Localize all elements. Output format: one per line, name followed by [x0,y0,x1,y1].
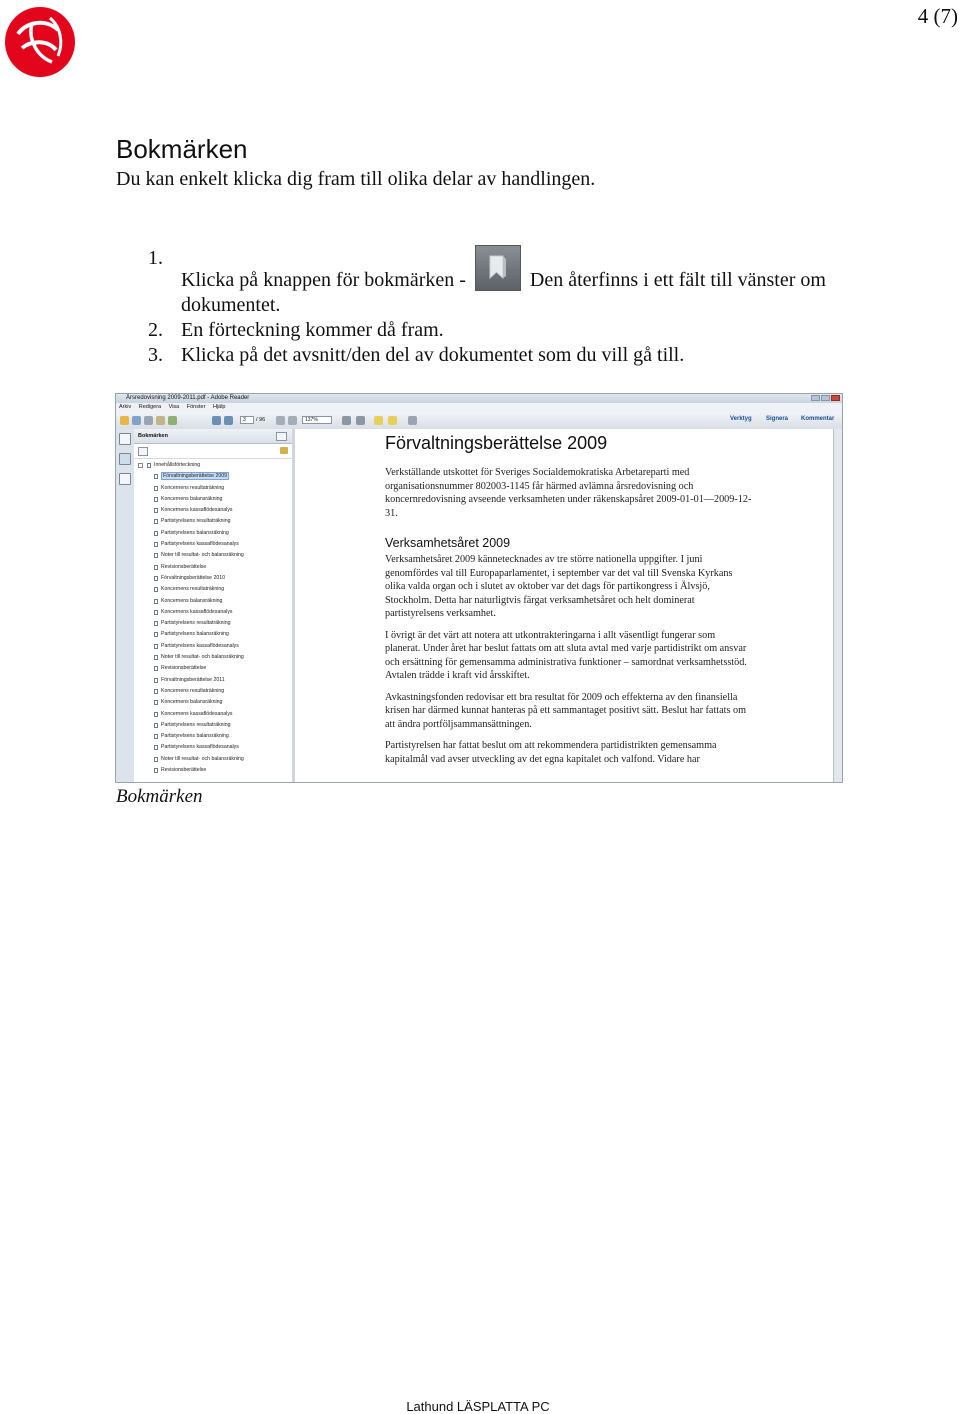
page-total: / 96 [256,417,266,423]
step-number: 3. [148,344,163,366]
bookmark-label: Innehållsförteckning [154,462,201,468]
step-text-cont: Den återfinns i ett fält till vänster om dokumentet. [181,269,826,316]
bookmark-icon [154,745,158,750]
bookmark-icon [154,655,158,660]
rose-logo-icon [2,4,78,80]
bookmark-icon [154,723,158,728]
vertical-scrollbar[interactable] [833,429,842,782]
bookmark-item[interactable] [134,539,292,550]
reader-screenshot [115,393,843,783]
bookmark-icon [154,486,158,491]
bookmark-item[interactable] [134,675,292,686]
bookmark-icon [154,519,158,524]
print-icon[interactable] [144,416,153,425]
menu-item-arkiv[interactable]: Arkiv [119,404,132,410]
bookmarks-icon[interactable] [119,453,131,465]
bookmark-icon [154,689,158,694]
bookmark-item[interactable] [134,629,292,640]
bookmark-icon [154,565,158,570]
bookmark-label: Noter till resultat- och balansräkning [161,654,244,661]
step-text: En förteckning kommer då fram. [181,319,444,341]
bookmark-item[interactable] [134,641,292,652]
footer [0,1399,960,1414]
zoom-in-icon[interactable] [288,416,297,425]
instruction-list [148,246,848,368]
mail-icon[interactable] [156,416,165,425]
bookmark-icon [154,542,158,547]
footer-text: Lathund LÄSPLATTA PC [406,1399,550,1414]
figure-caption: Bokmärken [116,786,203,807]
prev-page-icon[interactable] [212,416,221,425]
step-text: Klicka på det avsnitt/den del av dokumentet som du vill gå till. [181,344,685,366]
bookmark-item[interactable] [134,765,292,776]
bookmarks-tools [134,444,292,459]
attachment-icon[interactable] [119,473,131,485]
sign-button[interactable]: Signera [766,416,789,422]
bookmark-button-icon [475,245,521,291]
bookmark-label: Noter till resultat- och balansräkning [161,552,244,559]
menu-bar [116,403,842,412]
bookmark-item[interactable] [134,720,292,731]
bookmark-item[interactable] [134,731,292,742]
bookmark-item[interactable] [134,550,292,561]
bookmark-item[interactable] [134,471,292,482]
section-heading: Bokmärken [116,134,248,164]
bookmark-icon [154,621,158,626]
document-paragraph: Partistyrelsen har fattat beslut om att rekommendera partidistrikten gemensamma kapitalmål vad avser utveckling av det egna kapitalet och valfond. Vidare har [385,740,717,765]
page-number: 4 (7) [917,4,958,28]
bookmarks-panel-title: Bokmärken [138,433,168,439]
bookmark-item[interactable] [134,607,292,618]
bookmark-icon [154,712,158,717]
maximize-icon[interactable] [821,395,830,401]
document-page [295,429,838,782]
bookmark-label: Koncernens resultaträkning [161,484,225,491]
fit-page-icon[interactable] [342,416,351,425]
collapse-panel-icon[interactable] [276,432,287,441]
bookmark-icon [154,734,158,739]
bookmarks-panel-header [134,429,292,444]
bookmark-item[interactable] [134,516,292,527]
bookmark-label: Partistyrelsens kassaflödesanalys [161,541,239,548]
bookmark-icon [154,599,158,604]
options-menu-icon[interactable] [138,447,148,456]
bookmark-label: Partistyrelsens resultaträkning [161,518,231,525]
bookmark-item[interactable] [134,528,292,539]
bookmark-label: Koncernens kassaflödesanalys [161,507,233,514]
save-icon[interactable] [132,416,141,425]
bookmark-item[interactable] [134,573,292,584]
bookmark-item[interactable] [134,460,292,471]
open-icon[interactable] [120,416,129,425]
bookmark-label: Förvaltningsberättelse 2011 [161,676,225,683]
page-input[interactable]: 3 [240,416,254,424]
bookmark-icon [154,610,158,615]
bookmarks-panel [134,429,293,782]
expand-icon[interactable] [408,416,417,425]
section-intro: Du kan enkelt klicka dig fram till olika delar av handlingen. [116,168,596,190]
menu-item-visa[interactable]: Visa [168,404,180,410]
step-1 [148,246,848,318]
next-page-icon[interactable] [224,416,233,425]
bookmark-icon [154,632,158,637]
bookmark-item[interactable] [134,742,292,753]
bookmark-label: Revisionsberättelse [161,563,207,570]
step-text: Klicka på knappen för bokmärken - [181,269,466,291]
bookmark-label: Koncernens kassaflödesanalys [161,710,233,717]
bookmark-label: Partistyrelsens kassaflödesanalys [161,744,239,751]
menu-item-hjalp[interactable]: Hjälp [212,404,226,410]
bookmark-icon [154,508,158,513]
bookmark-item[interactable] [134,697,292,708]
bookmark-item[interactable] [134,494,292,505]
bookmark-label: Koncernens balansräkning [161,699,223,706]
bookmark-label: Förvaltningsberättelse 2009 [163,473,228,480]
document-paragraph: Avkastningsfonden redovisar ett bra resultat för 2009 och effekterna av den finansiella krisen har därmed kunnat hanteras på ett sammantaget positivt sätt. Beslut har fattats om att ändra portföljsammansättningen. [385,691,746,730]
window-title: Årsredovisning 2009-2011.pdf - Adobe Reader [126,395,250,401]
bookmark-item[interactable] [134,652,292,663]
bookmark-label: Partistyrelsens resultaträkning [161,721,231,728]
bookmark-item[interactable] [134,663,292,674]
bookmark-label: Partistyrelsens balansräkning [161,529,229,536]
bookmark-label: Partistyrelsens balansräkning [161,631,229,638]
bookmark-label: Partistyrelsens balansräkning [161,733,229,740]
bookmark-label: Partistyrelsens kassaflödesanalys [161,642,239,649]
bookmark-label: Noter till resultat- och balansräkning [161,755,244,762]
pages-icon[interactable] [119,433,131,445]
bookmark-label: Koncernens kassaflödesanalys [161,608,233,615]
bookmark-icon [154,553,158,558]
fit-width-icon[interactable] [356,416,365,425]
bookmark-item[interactable] [134,505,292,516]
bookmark-icon [154,666,158,671]
bookmark-icon [154,757,158,762]
bookmark-item[interactable] [134,562,292,573]
comment-icon[interactable] [374,416,383,425]
bookmark-icon [154,678,158,683]
step-number: 1. [148,247,163,269]
bookmark-label: Koncernens balansräkning [161,597,223,604]
tools-button[interactable]: Verktyg [730,416,752,422]
bookmark-list [134,459,292,776]
step-3 [148,343,848,368]
comment-button[interactable]: Kommentar [801,416,835,422]
menu-item-redigera[interactable]: Redigera [138,404,162,410]
bookmark-icon [154,576,158,581]
bookmark-icon [147,463,151,468]
navigation-rail [116,429,135,782]
bookmark-item[interactable] [134,483,292,494]
bookmark-icon [154,644,158,649]
close-icon[interactable] [831,395,840,401]
bookmark-icon [154,587,158,592]
zoom-out-icon[interactable] [276,416,285,425]
bookmark-icon [154,768,158,773]
zoom-input[interactable]: 137% [302,416,332,424]
toolbar [116,412,842,430]
bookmark-icon [154,700,158,705]
bookmark-item[interactable] [134,618,292,629]
bookmark-icon [154,474,158,479]
highlight-icon[interactable] [388,416,397,425]
bookmark-label: Revisionsberättelse [161,767,207,774]
window-controls [810,395,840,402]
document-title: Förvaltningsberättelse 2009 [385,433,608,453]
minimize-icon[interactable] [811,395,820,401]
document-paragraph: I övrigt är det värt att notera att utkontrakteringarna i allt väsentligt fungerar som planerat. Under året har beslut fattats om att sluta avtal med varje partidistrikt om ansvar och ersättning för gemensamma administrativa funktioner – samordnat verksamhetsstöd. Avtalen trädde i kraft vid årsskiftet. [385,629,747,681]
document-intro: Verkställande utskottet för Sveriges Socialdemokratiska Arbetareparti med organisationsnummer 802003-1145 får härmed avlämna årsredovisning och koncernredovisning avseende verksamheten under räkenskapsåret 2009-01-01—2009-12-31. [385,467,752,519]
document-paragraph: Verksamhetsåret 2009 kännetecknades av tre större nationella uppgifter. I juni genomfördes val till Europaparlamentet, i september var det val till Svenska Kyrkans olika valda organ och i slutet av oktober var det dags för partikongress i Älvsjö, Stockholm. Detta har naturligtvis färgat verksamhetsåret och helt dominerat partistyrelsens verksamhet. [385,554,733,619]
bookmark-item[interactable] [134,754,292,765]
document-subtitle: Verksamhetsåret 2009 [385,536,511,550]
bookmark-item[interactable] [134,686,292,697]
bookmark-label: Partistyrelsens resultaträkning [161,620,231,627]
step-number: 2. [148,319,163,341]
document-area [295,429,842,782]
bookmark-item[interactable] [134,596,292,607]
bookmark-item[interactable] [134,709,292,720]
bookmark-icon [154,497,158,502]
bookmark-label: Koncernens resultaträkning [161,586,225,593]
bookmark-label: Koncernens resultaträkning [161,687,225,694]
bookmark-label: Förvaltningsberättelse 2010 [161,574,226,581]
step-2 [148,318,848,343]
collapse-toggle-icon[interactable] [138,463,143,468]
bookmark-label: Revisionsberättelse [161,665,207,672]
bookmark-item[interactable] [134,584,292,595]
menu-item-fonster[interactable]: Fönster [186,404,206,410]
cloud-icon[interactable] [168,416,177,425]
bookmark-label: Koncernens balansräkning [161,495,223,502]
find-bookmark-icon[interactable] [280,447,288,454]
bookmark-icon [154,531,158,536]
window-titlebar [116,394,842,403]
